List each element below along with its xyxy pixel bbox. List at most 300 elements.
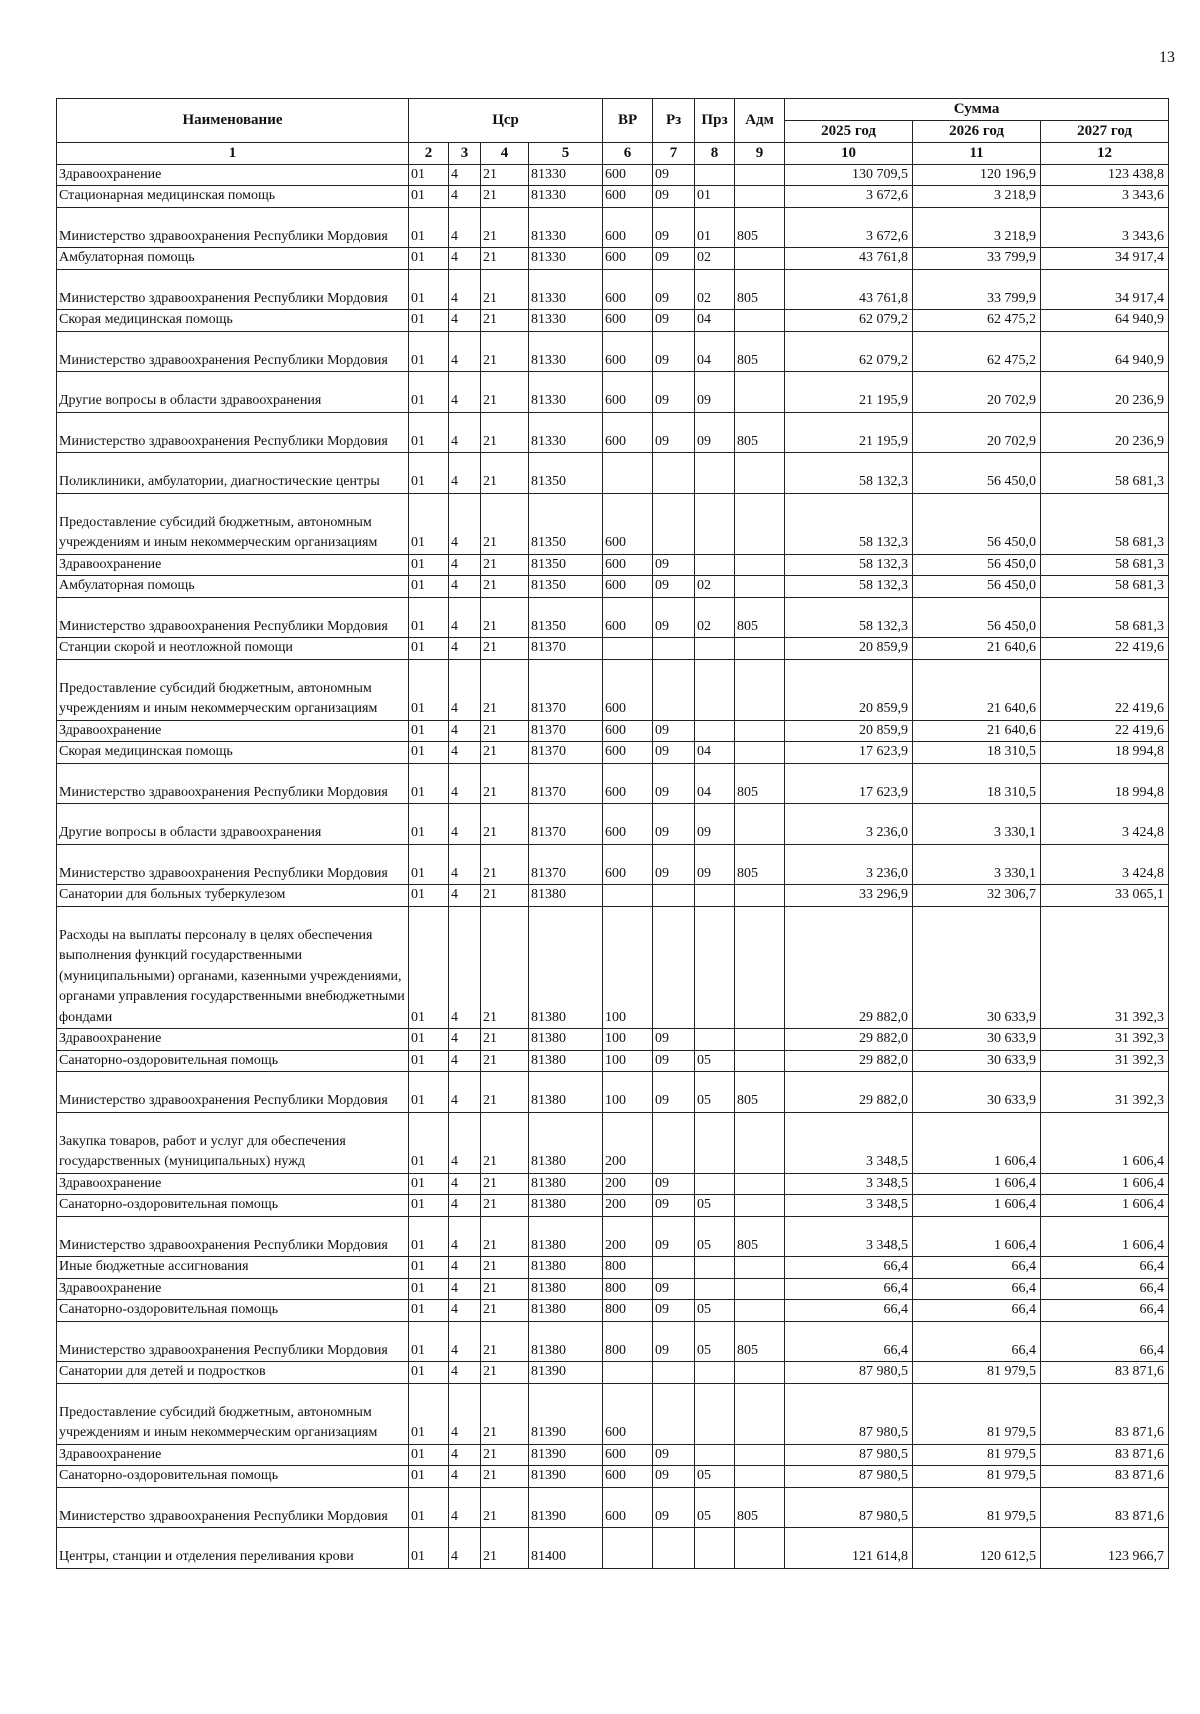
code-rz [653,1257,695,1279]
code-main-activity: 21 [481,372,529,413]
code-rz: 09 [653,1195,695,1217]
amount-2025: 121 614,8 [785,1528,913,1569]
code-program: 01 [409,1216,449,1257]
amount-2027: 3 424,8 [1041,804,1169,845]
amount-2026: 56 450,0 [913,493,1041,554]
code-vr: 600 [603,720,653,742]
code-direction: 81350 [529,554,603,576]
code-direction: 81350 [529,453,603,494]
code-main-activity: 21 [481,1466,529,1488]
code-rz: 09 [653,1072,695,1113]
row-name: Скорая медицинская помощь [57,310,409,332]
code-subprogram: 4 [449,1195,481,1217]
amount-2026: 20 702,9 [913,372,1041,413]
row-name: Министерство здравоохранения Республики Мордовия [57,269,409,310]
amount-2025: 3 348,5 [785,1173,913,1195]
row-name: Здравоохранение [57,1444,409,1466]
code-vr: 600 [603,1444,653,1466]
table-row [57,844,1169,885]
code-prz: 04 [695,763,735,804]
amount-2025: 66,4 [785,1257,913,1279]
code-subprogram: 4 [449,372,481,413]
code-adm [735,1050,785,1072]
amount-2027: 58 681,3 [1041,576,1169,598]
row-name: Здравоохранение [57,720,409,742]
code-prz: 04 [695,331,735,372]
code-rz: 09 [653,207,695,248]
amount-2027: 18 994,8 [1041,763,1169,804]
code-direction: 81390 [529,1362,603,1384]
amount-2025: 33 296,9 [785,885,913,907]
column-number: 2 [409,143,449,165]
code-rz: 09 [653,372,695,413]
code-main-activity: 21 [481,906,529,1029]
code-vr: 600 [603,742,653,764]
code-adm [735,1112,785,1173]
amount-2025: 87 980,5 [785,1362,913,1384]
column-number: 11 [913,143,1041,165]
code-vr: 600 [603,763,653,804]
amount-2027: 64 940,9 [1041,331,1169,372]
row-name: Другие вопросы в области здравоохранения [57,372,409,413]
code-subprogram: 4 [449,576,481,598]
code-subprogram: 4 [449,1072,481,1113]
row-name: Стационарная медицинская помощь [57,186,409,208]
code-rz: 09 [653,1216,695,1257]
amount-2026: 1 606,4 [913,1195,1041,1217]
table-row [57,1466,1169,1488]
column-number-row [57,143,1169,165]
amount-2025: 58 132,3 [785,453,913,494]
table-row [57,1487,1169,1528]
code-adm [735,638,785,660]
code-main-activity: 21 [481,720,529,742]
code-program: 01 [409,1383,449,1444]
code-vr [603,1528,653,1569]
code-prz [695,1257,735,1279]
code-direction: 81380 [529,1050,603,1072]
amount-2026: 81 979,5 [913,1444,1041,1466]
code-vr: 600 [603,248,653,270]
amount-2027: 1 606,4 [1041,1173,1169,1195]
code-rz [653,1112,695,1173]
amount-2026: 3 330,1 [913,844,1041,885]
code-vr [603,453,653,494]
code-main-activity: 21 [481,742,529,764]
row-name: Здравоохранение [57,1173,409,1195]
code-adm [735,453,785,494]
code-adm: 805 [735,412,785,453]
code-rz [653,1383,695,1444]
amount-2027: 3 343,6 [1041,186,1169,208]
code-main-activity: 21 [481,554,529,576]
code-subprogram: 4 [449,742,481,764]
code-subprogram: 4 [449,164,481,186]
code-direction: 81330 [529,310,603,332]
code-program: 01 [409,1195,449,1217]
code-vr: 600 [603,1487,653,1528]
table-row [57,885,1169,907]
code-direction: 81370 [529,742,603,764]
row-name: Министерство здравоохранения Республики Мордовия [57,597,409,638]
code-vr: 200 [603,1216,653,1257]
header-csr: Цср [409,99,603,143]
code-rz: 09 [653,1487,695,1528]
code-rz [653,638,695,660]
code-direction: 81390 [529,1466,603,1488]
code-subprogram: 4 [449,207,481,248]
code-direction: 81380 [529,1173,603,1195]
amount-2026: 18 310,5 [913,763,1041,804]
row-name: Амбулаторная помощь [57,248,409,270]
table-row [57,1383,1169,1444]
code-direction: 81350 [529,576,603,598]
amount-2025: 29 882,0 [785,906,913,1029]
budget-table [56,98,1169,1569]
column-number: 9 [735,143,785,165]
code-main-activity: 21 [481,1173,529,1195]
code-program: 01 [409,1487,449,1528]
code-direction: 81380 [529,1072,603,1113]
code-program: 01 [409,1321,449,1362]
code-subprogram: 4 [449,1444,481,1466]
table-row [57,372,1169,413]
row-name: Санаторно-оздоровительная помощь [57,1195,409,1217]
code-direction: 81330 [529,186,603,208]
code-main-activity: 21 [481,1029,529,1051]
header-rz: Рз [653,99,695,143]
code-prz [695,1278,735,1300]
code-main-activity: 21 [481,1444,529,1466]
code-direction: 81330 [529,372,603,413]
code-adm: 805 [735,1216,785,1257]
code-program: 01 [409,1050,449,1072]
table-row [57,659,1169,720]
code-rz: 09 [653,804,695,845]
code-program: 01 [409,1444,449,1466]
table-row [57,1112,1169,1173]
table-row [57,1072,1169,1113]
code-direction: 81370 [529,763,603,804]
code-prz [695,659,735,720]
code-prz: 09 [695,844,735,885]
table-row [57,1362,1169,1384]
code-rz [653,659,695,720]
code-vr: 600 [603,576,653,598]
row-name: Министерство здравоохранения Республики Мордовия [57,1321,409,1362]
amount-2027: 31 392,3 [1041,1050,1169,1072]
table-row [57,1300,1169,1322]
code-direction: 81370 [529,659,603,720]
code-program: 01 [409,1466,449,1488]
row-name: Здравоохранение [57,1029,409,1051]
table-row [57,1216,1169,1257]
row-name: Санаторно-оздоровительная помощь [57,1300,409,1322]
amount-2026: 66,4 [913,1300,1041,1322]
column-number: 8 [695,143,735,165]
amount-2026: 66,4 [913,1278,1041,1300]
amount-2025: 43 761,8 [785,269,913,310]
code-rz: 09 [653,186,695,208]
amount-2027: 58 681,3 [1041,453,1169,494]
amount-2027: 83 871,6 [1041,1466,1169,1488]
row-name: Министерство здравоохранения Республики Мордовия [57,207,409,248]
code-vr: 600 [603,412,653,453]
amount-2025: 3 348,5 [785,1195,913,1217]
code-rz: 09 [653,763,695,804]
code-program: 01 [409,207,449,248]
code-adm [735,720,785,742]
code-vr: 800 [603,1300,653,1322]
code-program: 01 [409,1362,449,1384]
code-subprogram: 4 [449,1383,481,1444]
code-direction: 81370 [529,638,603,660]
code-vr: 600 [603,331,653,372]
code-adm [735,1173,785,1195]
amount-2027: 20 236,9 [1041,372,1169,413]
code-main-activity: 21 [481,1362,529,1384]
code-subprogram: 4 [449,453,481,494]
code-adm [735,1029,785,1051]
amount-2025: 3 348,5 [785,1112,913,1173]
code-prz [695,1528,735,1569]
code-prz: 02 [695,269,735,310]
code-program: 01 [409,1300,449,1322]
amount-2026: 21 640,6 [913,638,1041,660]
code-program: 01 [409,453,449,494]
column-number: 6 [603,143,653,165]
column-number: 12 [1041,143,1169,165]
code-vr: 200 [603,1195,653,1217]
code-adm: 805 [735,763,785,804]
code-adm [735,1278,785,1300]
amount-2027: 31 392,3 [1041,906,1169,1029]
code-main-activity: 21 [481,763,529,804]
amount-2025: 20 859,9 [785,638,913,660]
code-direction: 81370 [529,844,603,885]
code-program: 01 [409,372,449,413]
amount-2026: 3 218,9 [913,186,1041,208]
code-direction: 81330 [529,164,603,186]
code-main-activity: 21 [481,1321,529,1362]
code-prz: 09 [695,412,735,453]
amount-2026: 120 196,9 [913,164,1041,186]
code-main-activity: 21 [481,804,529,845]
header-name: Наименование [57,99,409,143]
amount-2027: 22 419,6 [1041,659,1169,720]
amount-2025: 21 195,9 [785,412,913,453]
row-name: Санатории для детей и подростков [57,1362,409,1384]
code-subprogram: 4 [449,1216,481,1257]
code-main-activity: 21 [481,164,529,186]
amount-2025: 66,4 [785,1300,913,1322]
code-program: 01 [409,659,449,720]
row-name: Здравоохранение [57,164,409,186]
code-vr: 600 [603,554,653,576]
amount-2027: 64 940,9 [1041,310,1169,332]
table-row [57,720,1169,742]
code-prz [695,720,735,742]
code-prz: 09 [695,804,735,845]
code-prz: 01 [695,207,735,248]
code-prz: 05 [695,1072,735,1113]
table-row [57,1050,1169,1072]
amount-2027: 22 419,6 [1041,638,1169,660]
code-prz [695,1362,735,1384]
code-program: 01 [409,412,449,453]
amount-2025: 3 672,6 [785,207,913,248]
code-rz [653,453,695,494]
row-name: Центры, станции и отделения переливания крови [57,1528,409,1569]
code-prz [695,1383,735,1444]
code-subprogram: 4 [449,1257,481,1279]
code-prz [695,1173,735,1195]
code-subprogram: 4 [449,1173,481,1195]
amount-2025: 58 132,3 [785,576,913,598]
table-row [57,638,1169,660]
amount-2027: 123 966,7 [1041,1528,1169,1569]
code-main-activity: 21 [481,453,529,494]
code-adm [735,906,785,1029]
code-subprogram: 4 [449,248,481,270]
row-name: Санаторно-оздоровительная помощь [57,1466,409,1488]
amount-2027: 83 871,6 [1041,1487,1169,1528]
code-main-activity: 21 [481,638,529,660]
code-vr [603,638,653,660]
amount-2027: 83 871,6 [1041,1362,1169,1384]
code-adm: 805 [735,331,785,372]
code-direction: 81380 [529,1029,603,1051]
code-vr: 200 [603,1112,653,1173]
code-program: 01 [409,186,449,208]
code-subprogram: 4 [449,1321,481,1362]
code-adm [735,1362,785,1384]
column-number: 3 [449,143,481,165]
code-prz: 02 [695,248,735,270]
row-name: Министерство здравоохранения Республики Мордовия [57,1216,409,1257]
code-direction: 81350 [529,597,603,638]
amount-2026: 1 606,4 [913,1112,1041,1173]
code-vr: 100 [603,906,653,1029]
code-rz: 09 [653,412,695,453]
code-rz: 09 [653,1300,695,1322]
code-program: 01 [409,554,449,576]
code-vr: 600 [603,493,653,554]
code-program: 01 [409,804,449,845]
code-vr: 100 [603,1029,653,1051]
amount-2026: 81 979,5 [913,1466,1041,1488]
amount-2026: 1 606,4 [913,1173,1041,1195]
code-direction: 81380 [529,1278,603,1300]
code-main-activity: 21 [481,576,529,598]
code-vr: 800 [603,1278,653,1300]
code-subprogram: 4 [449,638,481,660]
code-program: 01 [409,248,449,270]
code-prz [695,1444,735,1466]
row-name: Поликлиники, амбулатории, диагностические центры [57,453,409,494]
code-program: 01 [409,638,449,660]
amount-2026: 33 799,9 [913,269,1041,310]
code-adm [735,248,785,270]
amount-2027: 20 236,9 [1041,412,1169,453]
amount-2026: 56 450,0 [913,453,1041,494]
code-subprogram: 4 [449,493,481,554]
code-main-activity: 21 [481,844,529,885]
row-name: Предоставление субсидий бюджетным, автономным учреждениям и иным некоммерческим организациям [57,659,409,720]
header-prz: Прз [695,99,735,143]
amount-2027: 58 681,3 [1041,597,1169,638]
code-adm: 805 [735,844,785,885]
code-prz: 02 [695,576,735,598]
code-main-activity: 21 [481,310,529,332]
code-program: 01 [409,1528,449,1569]
code-program: 01 [409,720,449,742]
table-row [57,310,1169,332]
code-adm [735,1383,785,1444]
code-direction: 81350 [529,493,603,554]
amount-2025: 66,4 [785,1278,913,1300]
code-rz: 09 [653,742,695,764]
code-subprogram: 4 [449,412,481,453]
table-row [57,1444,1169,1466]
code-rz: 09 [653,1029,695,1051]
code-program: 01 [409,763,449,804]
code-vr: 600 [603,207,653,248]
code-vr: 600 [603,372,653,413]
code-rz [653,906,695,1029]
code-program: 01 [409,269,449,310]
amount-2026: 66,4 [913,1257,1041,1279]
code-program: 01 [409,164,449,186]
row-name: Амбулаторная помощь [57,576,409,598]
row-name: Предоставление субсидий бюджетным, автономным учреждениям и иным некоммерческим организациям [57,1383,409,1444]
code-rz: 09 [653,1050,695,1072]
header-year-2025: 2025 год [785,121,913,143]
amount-2025: 43 761,8 [785,248,913,270]
code-adm [735,1300,785,1322]
amount-2027: 123 438,8 [1041,164,1169,186]
table-row [57,554,1169,576]
code-rz [653,1362,695,1384]
code-vr [603,1362,653,1384]
code-subprogram: 4 [449,310,481,332]
code-main-activity: 21 [481,269,529,310]
code-adm: 805 [735,1321,785,1362]
code-program: 01 [409,1112,449,1173]
amount-2027: 66,4 [1041,1257,1169,1279]
code-adm [735,1257,785,1279]
code-program: 01 [409,1278,449,1300]
table-row [57,1029,1169,1051]
amount-2026: 81 979,5 [913,1383,1041,1444]
code-subprogram: 4 [449,885,481,907]
code-main-activity: 21 [481,1216,529,1257]
code-subprogram: 4 [449,1528,481,1569]
table-row [57,597,1169,638]
code-prz [695,1112,735,1173]
code-adm: 805 [735,207,785,248]
code-main-activity: 21 [481,659,529,720]
amount-2025: 17 623,9 [785,742,913,764]
table-row [57,412,1169,453]
code-rz: 09 [653,720,695,742]
code-vr: 600 [603,164,653,186]
amount-2026: 56 450,0 [913,576,1041,598]
code-prz [695,164,735,186]
table-row [57,269,1169,310]
code-adm [735,493,785,554]
column-number: 4 [481,143,529,165]
